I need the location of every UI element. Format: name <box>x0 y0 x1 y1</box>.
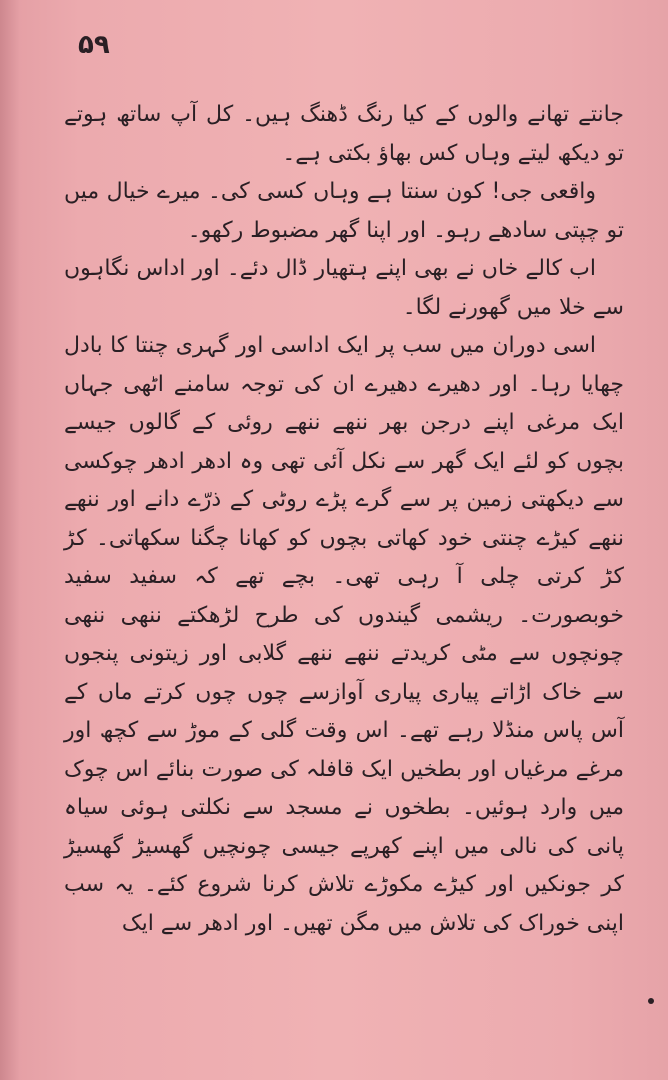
paragraph: اب کالے خاں نے بھی اپنے ہتھیار ڈال دئے۔ اور اداس نگاہوں سے خلا میں گھورنے لگا۔ <box>64 256 624 320</box>
page-text <box>64 96 624 943</box>
paragraph: واقعی جی! کون سنتا ہے وہاں کسی کی۔ میرے خیال میں تو چپتی سادھے رہو۔ اور اپنا گھر مضبوط رکھو۔ <box>64 179 624 243</box>
page-edge-shadow <box>0 0 20 1080</box>
paragraph: اسی دوران میں سب پر ایک اداسی اور گہری چنتا کا بادل چھایا رہا۔ اور دھیرے دھیرے ان کی توجہ سامنے اٹھی جہاں ایک مرغی اپنے درجن بھر ننھے ننھے روئی کے گالوں جیسے بچوں کو لئے ایک گھر سے نکل آئی تھی وہ ادھر ادھر چوکسی سے دیکھتی زمین پر سے گرے پڑے روٹی کے ذرّے دانے اور ننھے ننھے کیڑے چنتی خود کھاتی بچوں کو کھانا چگنا سکھاتی۔ کڑ کڑ کرتی چلی آ رہی تھی۔ بچے تھے کہ سفید سفید خوبصورت۔ ریشمی گیندوں کی طرح لڑھکتے ننھی ننھی چونچوں سے مٹی کریدتے ننھے ننھے گلابی اور زیتونی پنجوں سے خاک اڑاتے پیاری پیاری آوازسے چوں چوں کرتے ماں کے آس پاس منڈلا رہے تھے۔ اس وقت گلی کے موڑ سے کچھ اور مرغے مرغیاں اور بطخیں ایک قافلہ کی صورت بنائے اس چوک میں وارد ہوئیں۔ بطخوں نے مسجد سے نکلتی ہوئی سیاہ پانی کی نالی میں اپنے کھرپے جیسی چونچیں گھسیڑ گھسیڑ کر جونکیں اور کیڑے مکوڑے تلاش کرنا شروع کئے۔ یہ سب اپنی خوراک کی تلاش میں مگن تھیں۔ اور ادھر سے ایک <box>64 333 624 936</box>
paragraph: جانتے تھانے والوں کے کیا رنگ ڈھنگ ہیں۔ کل آپ ساتھ ہوتے تو دیکھ لیتے وہاں کس بھاؤ بکتی ہے۔ <box>64 102 624 166</box>
ink-dot <box>648 998 654 1004</box>
page-number: ۵۹ <box>78 30 110 60</box>
